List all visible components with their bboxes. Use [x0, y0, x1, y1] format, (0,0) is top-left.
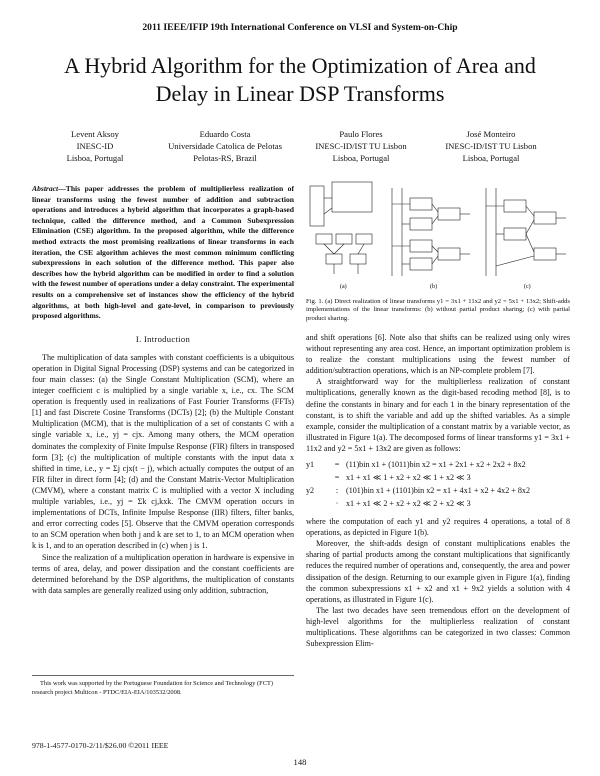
- author-4: [426, 128, 556, 164]
- equation-rel: =: [334, 473, 340, 483]
- equation-rel: :: [335, 486, 339, 496]
- author-city: Lisboa, Portugal: [332, 153, 390, 163]
- author-city: Lisboa, Portugal: [462, 153, 520, 163]
- equation-row: [306, 458, 570, 471]
- equation-row: [306, 484, 570, 497]
- matrix-box: [332, 182, 372, 212]
- equation-row: [306, 497, 570, 510]
- equation-rhs: x1 + x1 ≪ 1 + x2 + x2 ≪ 1 + x2 ≪ 3: [346, 473, 471, 483]
- paragraph: The multiplication of data samples with constant coefficients is a ubiquitous operation in Digital Signal Processing (DSP) systems and can be categorized in four main classes: (a) the Single Constant Multiplication (SCM), where an integer coefficient c is multiplied by a single variable x, i.e., cx. The SCM operation is frequently used in realizations of Fast Fourier Transforms (FFTs) [1] and fast Discrete Cosine Transforms (DCTs) [2]; (b) the Multiple Constant Multiplication (MCM), that is the multiplication of a set of constants C with a single variable x, i.e., yj = cjx. Among many others, the MCM operation dominates the complexity of Finite Impulse Response (FIR) filters in transposed form [3]; (c) the multiplication of multiple constants with the input data x shifted in time, i.e., y = Σj cjx(t − j), which actually computes the output of an FIR filter in direct form [4]; (d) and the Constant Matrix-Vector Multiplication (CMVM), where a constant matrix C is multiplied with a vector X including multiple variables, i.e., yj = Σk cj,kxk. The CMVM operation occurs in implementations of DCTs, Infinite Impulse Response (IIR) filters, filter banks, and error correcting codes [5]. Observe that the CMVM operation corresponds to an SCM operation when both j and k are set to 1, to an MCM operation when k is 1, and to an operation described in (c) when j is 1.: [32, 352, 294, 551]
- author-city: Lisboa, Portugal: [66, 153, 124, 163]
- equation-rel: ·: [335, 499, 339, 509]
- author-name: Levent Aksoy: [71, 129, 119, 139]
- paper-title: A Hybrid Algorithm for the Optimization of Area and Delay in Linear DSP Transforms: [64, 53, 536, 106]
- author-name: Eduardo Costa: [199, 129, 251, 139]
- equation-rhs: x1 + x1 ≪ 2 + x2 + x2 ≪ 2 + x2 ≪ 3: [346, 499, 471, 509]
- equation-lhs: y2: [306, 486, 315, 496]
- author-affiliation: Universidade Catolica de Pelotas: [168, 141, 282, 151]
- equation-rel: =: [334, 460, 340, 470]
- right-column: [306, 332, 570, 649]
- paragraph: and shift operations [6]. Note also that shifts can be realized using only wires without representing any area cost. Hence, an important optimization problem is to realize the constant multiplications using the fewest number of addition/subtraction operations, which is an NP-complete problem [7].: [306, 333, 570, 376]
- equation-lhs: [306, 471, 328, 484]
- abstract-label: Abstract: [32, 184, 59, 193]
- paragraph: Moreover, the shift-adds design of constant multiplications enables the sharing of partial products among the constant multiplications that significantly reduces the required number of operations and, consequently, the area and power dissipation of the design. Returning to our example given in Figure 1(a), finding the common subexpressions x1 + x2 and x1 + 9x2 yields a solution with 4 operations, as illustrated in Figure 1(c).: [306, 539, 570, 604]
- left-column: [32, 184, 294, 596]
- equation-block: [306, 458, 570, 510]
- input-vector-box: [310, 186, 324, 226]
- author-name: Paulo Flores: [339, 129, 383, 139]
- figure-1: [306, 178, 570, 296]
- author-name: José Monteiro: [466, 129, 516, 139]
- equation-lhs: y1: [306, 460, 315, 470]
- author-city: Pelotas-RS, Brazil: [193, 153, 257, 163]
- isbn-line: 978-1-4577-0170-2/11/$26.00 ©2011 IEEE: [32, 741, 169, 750]
- conference-header: 2011 IEEE/IFIP 19th International Conference on VLSI and System-on-Chip: [142, 22, 458, 33]
- section-heading: I. Introduction: [135, 333, 191, 344]
- author-2: [160, 128, 290, 164]
- paragraph: The last two decades have seen tremendous effort on the development of high-level algorithms for the multiplierless realization of constant multiplications. These algorithms can be categorized in two classes: Common Subexpression Elim-: [306, 605, 570, 649]
- equation-rhs: (101)bin x1 + (1101)bin x2 = x1 + 4x1 + x2 + 4x2 + 8x2: [346, 486, 531, 496]
- panel-c-label: (c): [524, 284, 531, 290]
- paragraph: A straightforward way for the multiplierless realization of constant multiplications, generally known as the digit-based recoding method [8], is to define the constants in binary and for each 1 in the binary representation of the constant, is to shift the variable and add up the shifted variables. As a simple example, consider the multiplication of a constant matrix by a variable vector, as illustrated in Figure 1(a). The decomposed forms of linear transforms y1 = 3x1 + 11x2 and y2 = 5x1 + 13x2 are given as follows:: [306, 377, 570, 453]
- panel-b-label: (b): [430, 284, 437, 290]
- equation-lhs: [306, 497, 328, 510]
- abstract: [32, 184, 294, 322]
- panel-a-label: (a): [340, 284, 347, 290]
- abstract-text: —This paper addresses the problem of multiplierless realization of linear transforms using the fewest number of addition and subtraction operations and introduces a hybrid algorithm that incorporates a graph-based technique, called the difference method, and a Common Subexpression Elimination (CSE) algorithm. In the proposed algorithm, while the difference method extracts the most promising realizations of linear transforms in each iteration, the CSE algorithm achieves the most common minimum conflicting subexpressions in each solution of the difference method. This paper also describes how the hybrid algorithm can be modified in order to find a solution with the fewest number of operations under a delay constraint. The experimental results on a comprehensive set of instances show the efficiency of the hybrid algorithms, at both high-level and gate-level, in comparison to previously proposed algorithms.: [32, 184, 294, 321]
- figure-diagram: [306, 178, 570, 296]
- equation-rhs: (11)bin x1 + (1011)bin x2 = x1 + 2x1 + x2 + 2x2 + 8x2: [346, 460, 526, 470]
- footnote: This work was supported by the Portuguese Foundation for Science and Technology (FCT) research project Multicon - PTDC/EIA-EIA/103532/2008.: [32, 675, 294, 697]
- author-affiliation: INESC-ID: [76, 141, 114, 151]
- figure-caption: Fig. 1. (a) Direct realization of linear transforms y1 = 3x1 + 11x2 and y2 = 5x1 + 13x2; Shift-adds implementations of the linear transforms: (b) without partial product sharing; (c) with partial product sharing.: [306, 298, 570, 322]
- author-3: [296, 128, 426, 164]
- author-1: [30, 128, 160, 164]
- equation-row: [306, 471, 570, 484]
- page-number: 148: [293, 757, 307, 767]
- author-affiliation: INESC-ID/IST TU Lisbon: [445, 141, 537, 151]
- author-affiliation: INESC-ID/IST TU Lisbon: [315, 141, 407, 151]
- paragraph: Since the realization of a multiplication operation in hardware is expensive in terms of area, delay, and power dissipation and the constant coefficients are determined beforehand by the DSP algorithms, the multiplication of constants with data samples are generally realized using only addition, subtraction,: [32, 552, 294, 595]
- paragraph: where the computation of each y1 and y2 requires 4 operations, a total of 8 operations, as depicted in Figure 1(b).: [306, 517, 570, 538]
